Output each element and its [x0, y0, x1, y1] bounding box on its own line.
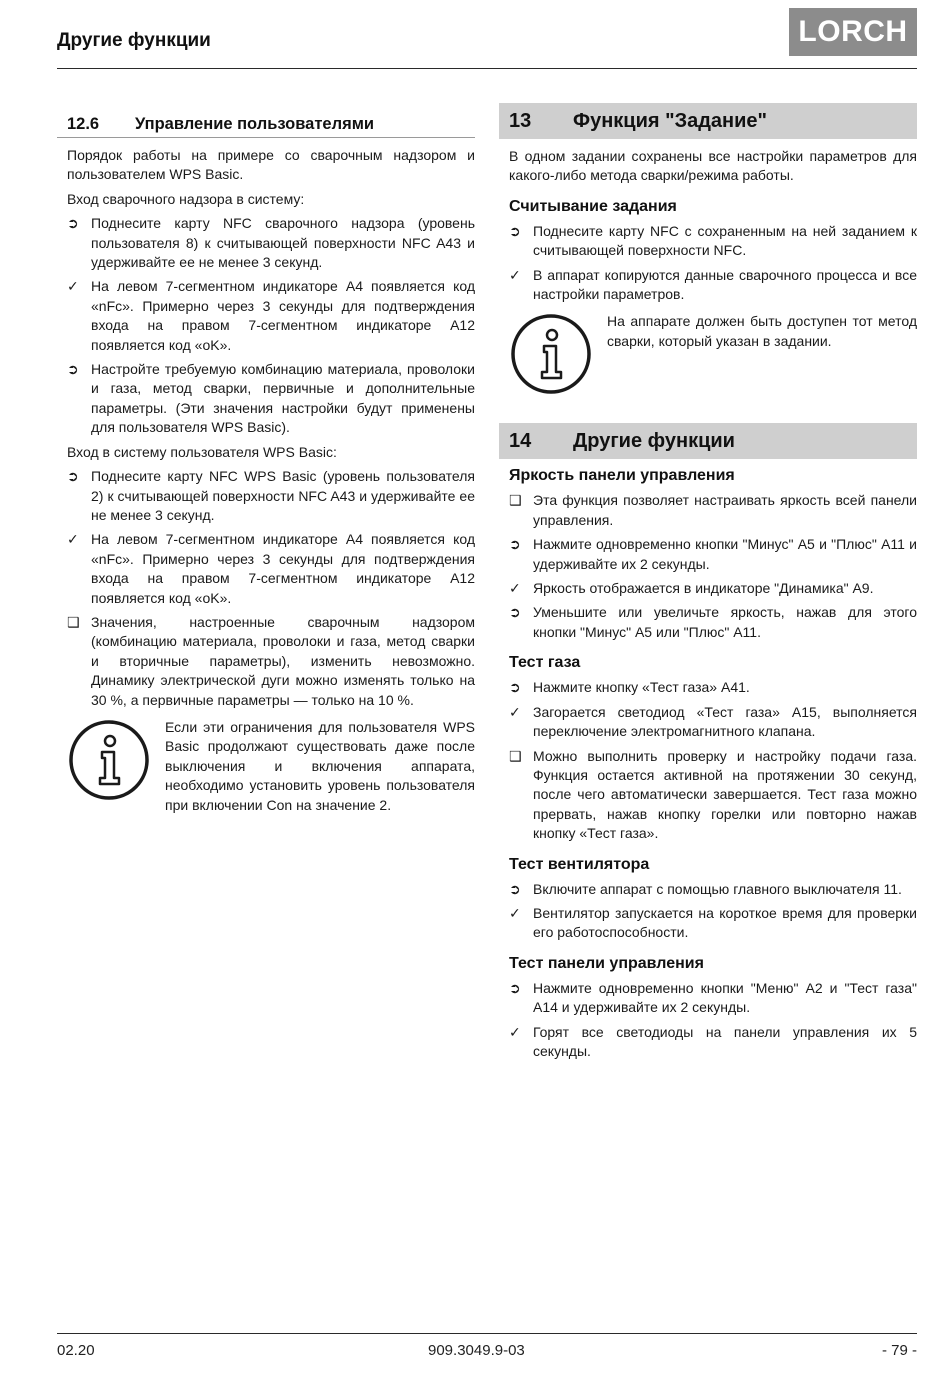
list-item: [509, 979, 917, 1018]
section-12-6-body: [57, 146, 475, 815]
list-item-text: Настройте требуемую комбинацию материала, проволоки и газа, метод сварки, первичные и дополнительные параметры. (Эти значения настройки будут применены для пользователя WPS Basic).: [91, 361, 475, 436]
section-14-body: [499, 467, 917, 1061]
info-icon: [67, 718, 151, 802]
list-item-text: Поднесите карту NFC WPS Basic (уровень пользователя 2) к считывающей поверхности NFC A43 и удерживайте ее не менее 3 секунд.: [91, 468, 475, 523]
list-item: [509, 904, 917, 943]
list-item-text: Загорается светодиод «Тест газа» A15, выполняется переключение электромагнитного клапана.: [533, 703, 917, 740]
list-marker-icon: ✓: [67, 278, 79, 295]
section-13-heading: [499, 103, 917, 139]
section-14-heading: [499, 423, 917, 459]
list-item: [509, 603, 917, 642]
list-marker-icon: ➲: [67, 215, 79, 232]
right-column: [499, 103, 917, 1066]
section-13-intro: В одном задании сохранены все настройки параметров для какого-либо метода сварки/режима работы.: [509, 148, 917, 184]
section-title: Другие функции: [573, 429, 735, 452]
list-marker-icon: ➲: [509, 880, 521, 897]
list-item-text: В аппарат копируются данные сварочного процесса и все настройки параметров.: [533, 266, 917, 303]
list-marker-icon: ✓: [509, 904, 521, 921]
list-marker-icon: ➲: [509, 979, 521, 996]
subheading: Тест вентилятора: [509, 855, 650, 873]
list-item-text: Яркость отображается в индикаторе "Динамика" A9.: [533, 580, 874, 597]
footer-date: 02.20: [57, 1342, 95, 1359]
list-item-text: На левом 7-сегментном индикаторе A4 появляется код «nFc». Примерно через 3 секунды для подтверждения входа на правом 7-сегментном индикаторе A12 появляется код «oK».: [91, 278, 475, 353]
list-item-text: Вентилятор запускается на короткое время для проверки его работоспособности.: [533, 904, 917, 941]
list-item-text: На левом 7-сегментном индикаторе A4 появляется код «nFc». Примерно через 3 секунды для подтверждения входа на правом 7-сегментном индикаторе A12 появляется код «oK».: [91, 531, 475, 606]
list-item-text: Уменьшите или увеличьте яркость, нажав для этого кнопки "Минус" A5 или "Плюс" A11.: [533, 604, 917, 640]
list-marker-icon: ➲: [509, 604, 521, 621]
list-marker-icon: ❑: [509, 747, 522, 764]
list-marker-icon: ✓: [509, 703, 521, 720]
list-item-text: Поднесите карту NFC с сохраненным на ней заданием к считывающей поверхности NFC.: [533, 222, 917, 259]
list-marker-icon: ➲: [67, 468, 79, 485]
left-column: [57, 103, 475, 821]
list-item: [509, 222, 917, 261]
list-marker-icon: ➲: [67, 361, 79, 378]
intro-paragraph: Порядок работы на примере со сварочным надзором и пользователем WPS Basic.: [67, 147, 475, 183]
list-item-text: Нажмите одновременно кнопки "Минус" A5 и "Плюс" A11 и удерживайте их 2 секунды.: [533, 536, 917, 572]
list-marker-icon: ✓: [509, 580, 521, 597]
list-marker-icon: ✓: [509, 266, 521, 283]
list-item: [509, 266, 917, 305]
note-text: Если эти ограничения для пользователя WPS Basic продолжают существовать даже после выключения и включения аппарата, необходимо установить уровень пользователя при включении Con на значение 2.: [165, 718, 475, 813]
list-marker-icon: ➲: [509, 536, 521, 553]
list-item: [509, 535, 917, 574]
list-item: [509, 747, 917, 844]
wps-login-label: Вход в систему пользователя WPS Basic:: [67, 443, 337, 460]
list-item-text: Нажмите кнопку «Тест газа» A41.: [533, 679, 750, 696]
note-text: На аппарате должен быть доступен тот метод сварки, который указан в задании.: [607, 313, 917, 349]
list-item: [67, 360, 475, 438]
footer-doc-number: 909.3049.9-03: [428, 1342, 525, 1359]
list-item-text: Горят все светодиоды на панели управления их 5 секунды.: [533, 1023, 917, 1059]
list-item-text: Включите аппарат с помощью главного выключателя 11.: [533, 880, 902, 897]
list-item: [509, 678, 917, 697]
list-item: [67, 613, 475, 710]
list-item: [67, 277, 475, 355]
page-header: [57, 0, 917, 69]
section-number: 13: [509, 109, 532, 132]
list-marker-icon: ➲: [509, 679, 521, 696]
subheading: Яркость панели управления: [509, 467, 735, 485]
task-steps: [509, 222, 917, 305]
section-title: Функция "Задание": [573, 109, 768, 132]
list-item: [67, 467, 475, 525]
section-number: 12.6: [67, 115, 100, 133]
footer-page-number: - 79 -: [881, 1342, 917, 1359]
list-marker-icon: ❑: [67, 613, 80, 630]
section-title: Управление пользователями: [135, 115, 375, 133]
info-note: [67, 718, 475, 815]
list-marker-icon: ➲: [509, 222, 521, 239]
subheading: Тест газа: [509, 654, 581, 672]
list-item-text: Значения, настроенные сварочным надзором (комбинацию материала, проволоки и газа, метод сварки и вторичные параметры), изменить невозможно. Динамику электрической дуги можно изменять только на 30 %, а первичные параметры — только на 10 %.: [91, 613, 475, 708]
subheading: Тест панели управления: [509, 954, 704, 972]
info-note: [509, 312, 917, 401]
list-item-text: Эта функция позволяет настраивать яркость всей панели управления.: [533, 492, 917, 528]
lorch-logo: LORCH: [789, 8, 917, 56]
list-item: [509, 579, 917, 598]
supervisor-login-label: Вход сварочного надзора в систему:: [67, 190, 305, 207]
list-item-text: Можно выполнить проверку и настройку подачи газа. Функция остается активной на протяжении 30 секунд, после чего автоматически завершается. Тест газа можно прервать, нажав кнопку горелки или повторно нажав кнопку «Тест газа».: [533, 747, 917, 842]
section-number: 14: [509, 429, 532, 452]
list-item: [509, 703, 917, 742]
info-icon: [509, 312, 593, 396]
list-item: [509, 1023, 917, 1062]
list-item-text: Поднесите карту NFC сварочного надзора (уровень пользователя 8) к считывающей поверхности NFC A43 и удерживайте ее не менее 3 секунд.: [91, 215, 475, 271]
list-item: [67, 530, 475, 608]
list-marker-icon: ❑: [509, 492, 522, 509]
list-item: [67, 214, 475, 272]
list-marker-icon: ✓: [509, 1023, 521, 1040]
wps-steps: [67, 467, 475, 710]
running-header-title: Другие функции: [57, 30, 211, 51]
list-item: [509, 880, 917, 899]
page-footer: [57, 1333, 917, 1359]
section-13-body: [499, 147, 917, 401]
supervisor-steps: [67, 214, 475, 437]
list-item: [509, 491, 917, 530]
section-12-6-heading: [57, 103, 475, 138]
subheading-read-task: Считывание задания: [509, 197, 677, 215]
list-marker-icon: ✓: [67, 531, 79, 548]
list-item-text: Нажмите одновременно кнопки "Меню" A2 и "Тест газа" A14 и удерживайте их 2 секунды.: [533, 979, 917, 1016]
